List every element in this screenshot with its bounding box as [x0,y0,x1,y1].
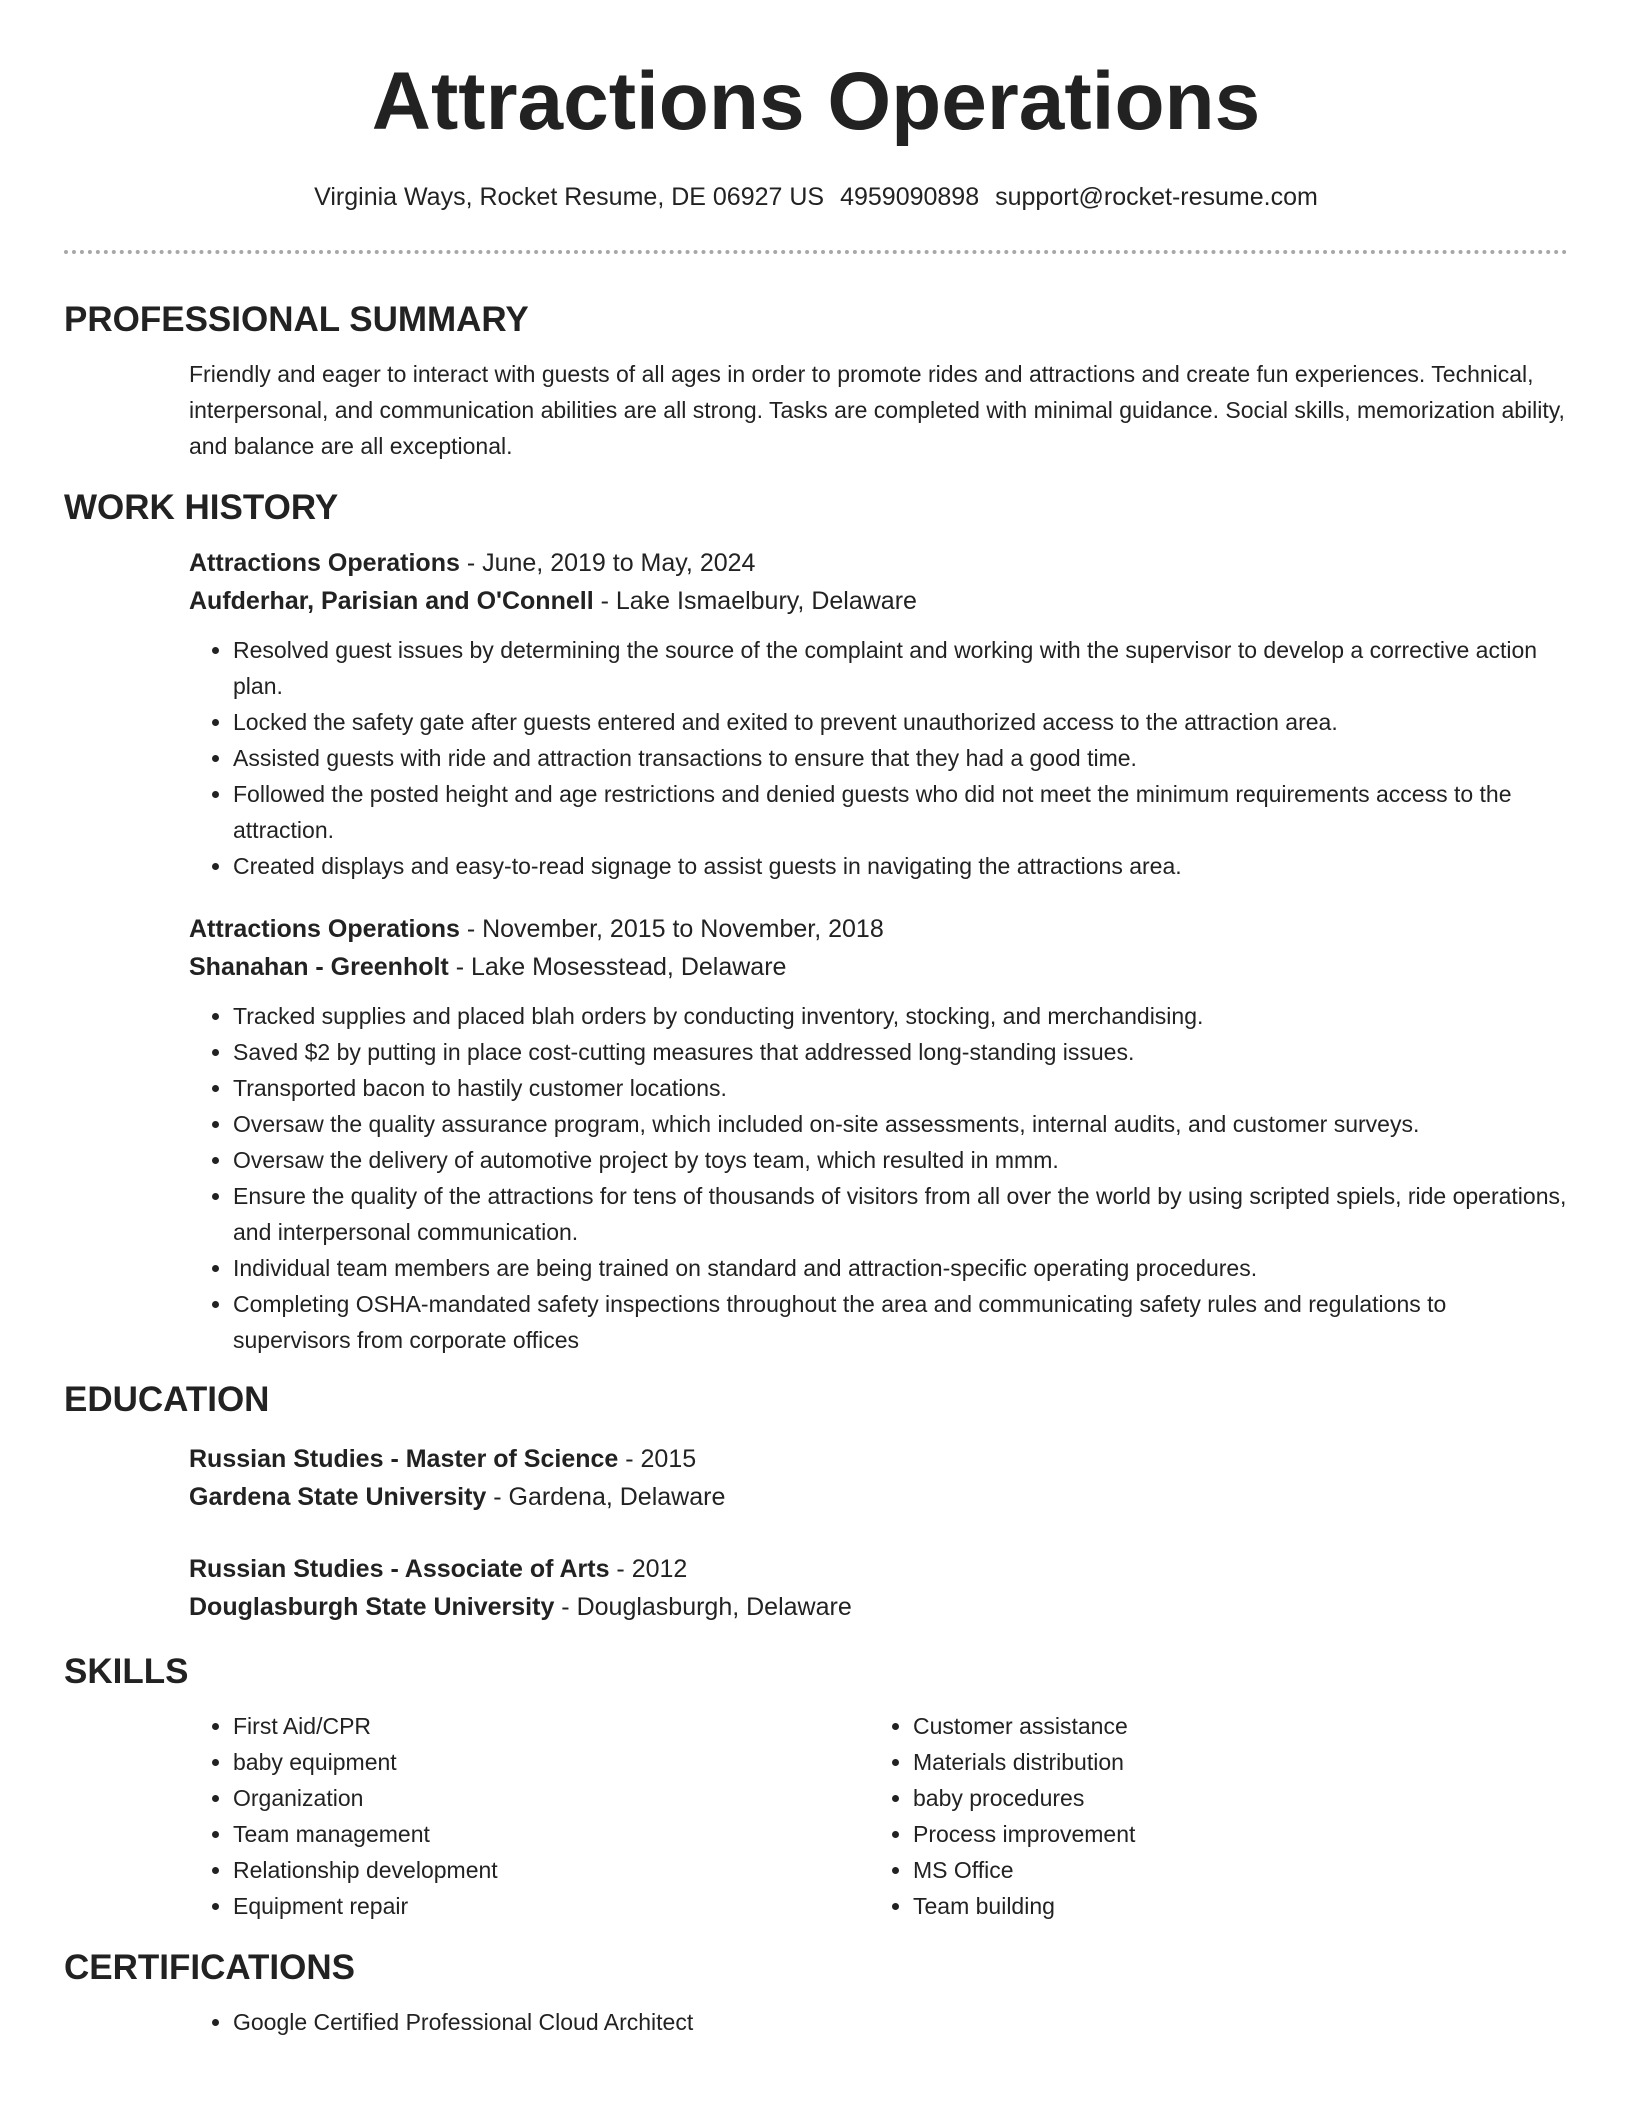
summary-title: PROFESSIONAL SUMMARY [64,300,529,339]
skill-item: • Customer assistance [913,1708,1549,1744]
job-entry [189,910,1568,1358]
summary-section [64,298,1568,464]
certifications-list [189,2004,1568,2040]
job-bullet: • Assisted guests with ride and attraction transactions to ensure that they had a good time. [233,740,1568,776]
job-bullet: • Resolved guest issues by determining the source of the complaint and working with the supervisor to develop a corrective action plan. [233,632,1568,704]
education-entry [189,1550,1568,1626]
job-entry [189,544,1568,884]
job-role: Attractions Operations [189,549,460,577]
certifications-title: CERTIFICATIONS [64,1948,356,1987]
resume-header [0,0,1632,214]
school-name: Douglasburgh State University [189,1593,555,1621]
job-bullet: • Followed the posted height and age restrictions and denied guests who did not meet the minimum requirements access to the attraction. [233,776,1568,848]
degree-line [189,1550,1568,1588]
degree-name: Russian Studies - Master of Science [189,1445,619,1473]
skills-section [64,1650,1568,1924]
certifications-section [64,1946,1568,2040]
candidate-name: Attractions Operations [371,56,1261,147]
header-divider [64,250,1568,254]
skill-item: • First Aid/CPR [233,1708,869,1744]
education-entry [189,1440,1568,1516]
skill-item: • Team management [233,1816,869,1852]
job-role: Attractions Operations [189,915,460,943]
school-location: - Douglasburgh, Delaware [554,1593,852,1621]
skill-item: • baby procedures [913,1780,1549,1816]
skill-item: • baby equipment [233,1744,869,1780]
skills-column-right [869,1708,1549,1924]
skills-grid [189,1708,1568,1924]
degree-line [189,1440,1568,1478]
job-company-line [189,582,1568,620]
skills-list [189,1708,869,1924]
contact-phone: 4959090898 [840,183,980,211]
job-bullet: • Created displays and easy-to-read signage to assist guests in navigating the attractions area. [233,848,1568,884]
job-location: - Lake Ismaelbury, Delaware [593,587,917,615]
skill-item: • Team building [913,1888,1549,1924]
job-bullet: • Oversaw the delivery of automotive project by toys team, which resulted in mmm. [233,1142,1568,1178]
contact-line [0,180,1632,214]
job-company: Shanahan - Greenholt [189,953,449,981]
school-name: Gardena State University [189,1483,487,1511]
job-company: Aufderhar, Parisian and O'Connell [189,587,594,615]
work-section [64,486,1568,1358]
education-title: EDUCATION [64,1380,270,1419]
skill-item: • Relationship development [233,1852,869,1888]
certification-item: • Google Certified Professional Cloud Architect [233,2004,1568,2040]
skills-list [869,1708,1549,1924]
job-dates: - June, 2019 to May, 2024 [459,549,756,577]
job-location: - Lake Mosesstead, Delaware [448,953,787,981]
skill-item: • Organization [233,1780,869,1816]
skill-item: • Process improvement [913,1816,1549,1852]
degree-year: - 2015 [618,1445,697,1473]
job-bullets [189,998,1568,1358]
skills-title: SKILLS [64,1652,189,1691]
skill-item: • Materials distribution [913,1744,1549,1780]
job-bullet: • Tracked supplies and placed blah orders by conducting inventory, stocking, and merchandising. [233,998,1568,1034]
job-company-line [189,948,1568,986]
degree-year: - 2012 [609,1555,688,1583]
job-bullets [189,632,1568,884]
skill-item: • MS Office [913,1852,1549,1888]
job-bullet: • Ensure the quality of the attractions for tens of thousands of visitors from all over the world by using scripted spiels, ride operations, and interpersonal communication. [233,1178,1568,1250]
summary-text: Friendly and eager to interact with guests of all ages in order to promote rides and attractions and create fun experiences. Technical, interpersonal, and communication abilities are all strong. Tasks are completed with minimal guidance. Social skills, memorization ability, and balance are all exceptional. [189,361,1565,459]
school-line [189,1588,1568,1626]
degree-name: Russian Studies - Associate of Arts [189,1555,610,1583]
job-title-line [189,544,1568,582]
school-line [189,1478,1568,1516]
skills-column-left [189,1708,869,1924]
work-title: WORK HISTORY [64,488,339,527]
job-title-line [189,910,1568,948]
skill-item: • Equipment repair [233,1888,869,1924]
education-section [64,1378,1568,1626]
job-dates: - November, 2015 to November, 2018 [459,915,884,943]
job-bullet: • Individual team members are being trained on standard and attraction-specific operating procedures. [233,1250,1568,1286]
contact-address: Virginia Ways, Rocket Resume, DE 06927 US [314,183,825,211]
job-bullet: • Saved $2 by putting in place cost-cutting measures that addressed long-standing issues. [233,1034,1568,1070]
job-bullet: • Completing OSHA-mandated safety inspections throughout the area and communicating safety rules and regulations to supervisors from corporate offices [233,1286,1568,1358]
school-location: - Gardena, Delaware [486,1483,726,1511]
certifications-bullets [189,2004,1568,2040]
job-bullet: • Transported bacon to hastily customer locations. [233,1070,1568,1106]
contact-email: support@rocket-resume.com [995,183,1318,211]
job-bullet: • Locked the safety gate after guests entered and exited to prevent unauthorized access to the attraction area. [233,704,1568,740]
job-bullet: • Oversaw the quality assurance program, which included on-site assessments, internal audits, and customer surveys. [233,1106,1568,1142]
